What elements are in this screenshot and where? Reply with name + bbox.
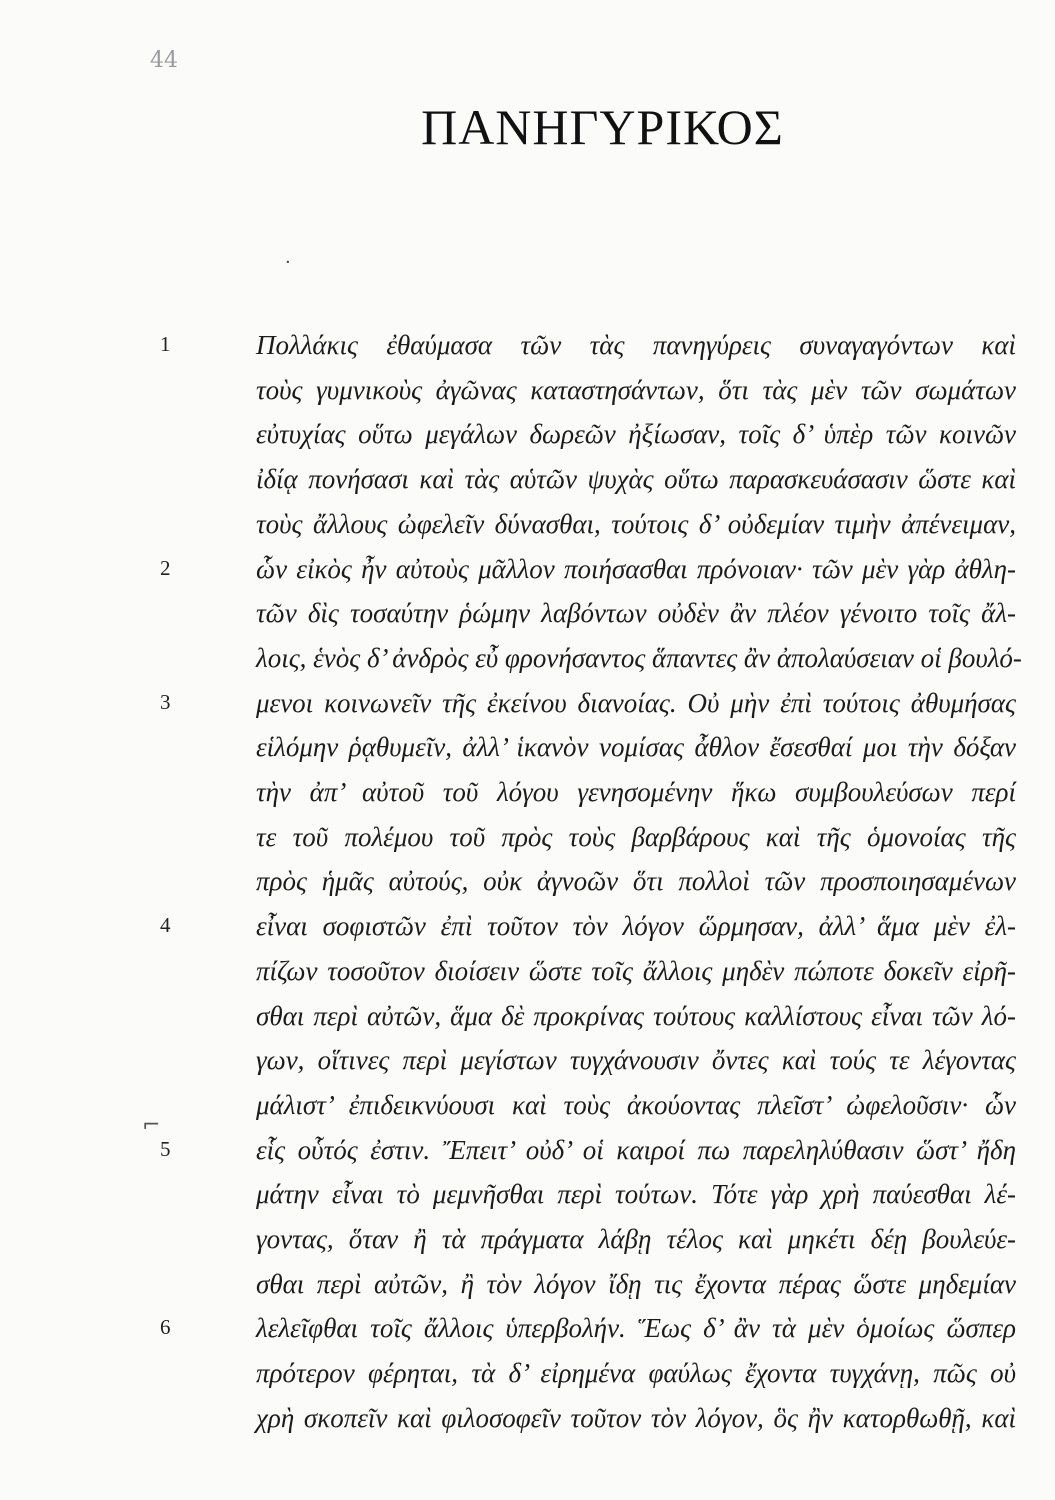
text-line	[0, 1348, 1055, 1398]
text-line	[0, 1393, 1055, 1443]
page-number: 44	[150, 48, 178, 73]
line-text: σθαι περὶ αὐτῶν, ἅμα δὲ προκρίνας τούτους καλλίστους εἶναι τῶν λό-	[256, 1000, 1016, 1031]
text-line	[0, 633, 1055, 683]
line-text: λοις, ἑνὸς δ’ ἀνδρὸς εὖ φρονήσαντος ἅπαντες ἂν ἀπολαύσειαν οἱ βουλό-	[256, 642, 1022, 673]
text-line	[0, 678, 1055, 728]
line-text: γων, οἵτινες περὶ μεγίστων τυγχάνουσιν ὄντες καὶ τούς τε λέγοντας	[256, 1045, 1016, 1076]
text-line	[0, 1303, 1055, 1353]
text-line	[0, 588, 1055, 638]
line-text: τοὺς ἄλλους ὠφελεῖν δύνασθαι, τούτοις δ’ οὐδεμίαν τιμὴν ἀπένειμαν,	[256, 508, 1016, 539]
line-text: εἶναι σοφιστῶν ἐπὶ τοῦτον τὸν λόγον ὥρμησαν, ἀλλ’ ἅμα μὲν ἐλ-	[256, 911, 1016, 942]
text-line	[0, 1080, 1055, 1130]
line-text: λελεῖφθαι τοῖς ἄλλοις ὑπερβολήν. Ἕως δ’ ἂν τὰ μὲν ὁμοίως ὥσπερ	[256, 1313, 1016, 1344]
text-line	[0, 454, 1055, 504]
text-line	[0, 409, 1055, 459]
line-text: τῶν δὶς τοσαύτην ῥώμην λαβόντων οὐδὲν ἂν πλέον γένοιτο τοῖς ἄλ-	[256, 598, 1016, 629]
section-number: 3	[160, 689, 171, 714]
text-line	[0, 767, 1055, 817]
line-text: τὴν ἀπ’ αὐτοῦ τοῦ λόγου γενησομένην ἥκω συμβουλεύσων περί	[256, 777, 1016, 807]
line-text: χρὴ σκοπεῖν καὶ φιλοσοφεῖν τοῦτον τὸν λόγον, ὃς ἢν κατορθωθῇ, καὶ	[256, 1402, 1016, 1433]
section-number: 4	[160, 913, 171, 938]
line-text: ἰδίᾳ πονήσασι καὶ τὰς αὑτῶν ψυχὰς οὕτω παρασκευάσασιν ὥστε καὶ	[256, 464, 1016, 495]
text-line	[0, 499, 1055, 549]
section-number: 2	[160, 555, 171, 580]
text-line	[0, 722, 1055, 772]
margin-mark: ⌐	[142, 1113, 161, 1138]
text-line	[0, 1169, 1055, 1219]
line-text: τοὺς γυμνικοὺς ἀγῶνας καταστησάντων, ὅτι τὰς μὲν τῶν σωμάτων	[256, 374, 1016, 405]
line-text: Πολλάκις ἐθαύμασα τῶν τὰς πανηγύρεις συναγαγόντων καὶ	[256, 330, 1016, 360]
text-line	[0, 901, 1055, 951]
line-text: εἱλόμην ῥᾳθυμεῖν, ἀλλ’ ἱκανὸν νομίσας ἆθλον ἔσεσθαί μοι τὴν δόξαν	[256, 732, 1016, 763]
text-line	[0, 856, 1055, 906]
section-number: 5	[160, 1136, 171, 1161]
line-text: πρότερον φέρηται, τὰ δ’ εἰρημένα φαύλως ἔχοντα τυγχάνῃ, πῶς οὐ	[256, 1358, 1016, 1389]
text-line	[0, 991, 1055, 1041]
text-line	[0, 812, 1055, 862]
text-line	[0, 365, 1055, 415]
text-line	[0, 544, 1055, 594]
ornament-dot: ·	[285, 252, 291, 273]
line-text: μενοι κοινωνεῖν τῆς ἐκείνου διανοίας. Οὐ μὴν ἐπὶ τούτοις ἀθυμήσας	[256, 687, 1016, 718]
line-text: μάτην εἶναι τὸ μεμνῆσθαι περὶ τούτων. Τότε γὰρ χρὴ παύεσθαι λέ-	[256, 1179, 1016, 1210]
line-text: πίζων τοσοῦτον διοίσειν ὥστε τοῖς ἄλλοις μηδὲν πώποτε δοκεῖν εἰρῆ-	[256, 955, 1016, 986]
line-text: ὧν εἰκὸς ἦν αὐτοὺς μᾶλλον ποιήσασθαι πρόνοιαν· τῶν μὲν γὰρ ἀθλη-	[256, 553, 1016, 584]
text-line	[0, 946, 1055, 996]
text-line	[0, 1035, 1055, 1085]
section-number: 6	[160, 1315, 171, 1340]
line-text: γοντας, ὅταν ἢ τὰ πράγματα λάβῃ τέλος καὶ μηκέτι δέῃ βουλεύε-	[256, 1224, 1016, 1254]
line-text: μάλιστ’ ἐπιδεικνύουσι καὶ τοὺς ἀκούοντας πλεῖστ’ ὠφελοῦσιν· ὧν	[256, 1089, 1016, 1120]
line-text: τε τοῦ πολέμου τοῦ πρὸς τοὺς βαρβάρους καὶ τῆς ὁμονοίας τῆς	[256, 821, 1016, 852]
line-text: σθαι περὶ αὐτῶν, ἢ τὸν λόγον ἴδῃ τις ἔχοντα πέρας ὥστε μηδεμίαν	[256, 1268, 1016, 1299]
line-text: εὐτυχίας οὕτω μεγάλων δωρεῶν ἠξίωσαν, τοῖς δ’ ὑπὲρ τῶν κοινῶν	[256, 419, 1016, 450]
text-line	[0, 320, 1055, 370]
line-text: εἷς οὗτός ἐστιν. Ἔπειτ’ οὐδ’ οἱ καιροί πω παρεληλύθασιν ὥστ’ ἤδη	[256, 1134, 1016, 1165]
text-line	[0, 1125, 1055, 1175]
section-number: 1	[160, 332, 171, 356]
text-line	[0, 1214, 1055, 1264]
line-text: πρὸς ἡμᾶς αὐτούς, οὐκ ἀγνοῶν ὅτι πολλοὶ τῶν προσποιησαμένων	[256, 866, 1016, 897]
page-title: ΠΑΝΗΓΥΡΙΚΟΣ	[421, 99, 784, 155]
text-line	[0, 1259, 1055, 1309]
